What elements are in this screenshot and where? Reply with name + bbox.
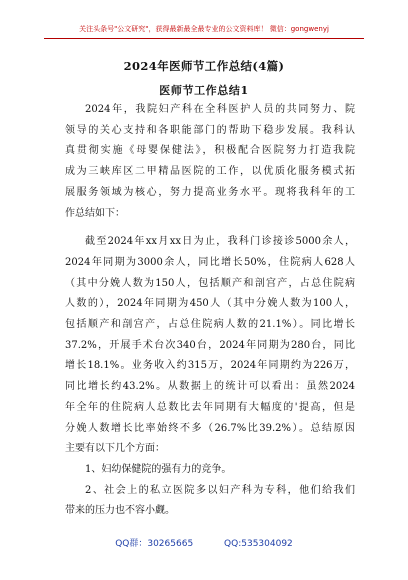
document-body <box>65 100 355 522</box>
text-line: 人数的），2024年同期为450人（其中分娩人数为100人， <box>65 298 355 310</box>
paragraph-intro <box>65 100 355 224</box>
paragraph-reason-1 <box>65 460 355 481</box>
text-line: 展服务领域为核心，努力提高业务水平。现将我科年的工 <box>65 186 355 198</box>
text-line: 年全年的住院病人总数比去年同期有大幅度的'提高，但是 <box>65 401 355 413</box>
text-line: 作总结如下： <box>65 207 125 219</box>
text-line: 分娩人数增长比率始终不多（26.7%比39.2%）。总结原因 <box>65 422 355 434</box>
text-line: 1、妇幼保健院的强有力的竞争。 <box>85 463 232 475</box>
paragraph-statistics <box>65 232 355 460</box>
text-line: 带来的压力也不容小觑。 <box>65 505 175 517</box>
text-line: 截至2024年xx月xx日为止，我科门诊接诊5000余人， <box>85 236 355 248</box>
text-line: 领导的关心支持和各职能部门的帮助下稳步发展。我科认 <box>65 124 355 136</box>
text-line: 2、社会上的私立医院多以妇产科为专科，他们给我们 <box>85 484 355 496</box>
text-line: 成为三峡库区二甲精品医院的工作，以优质化服务模式拓 <box>65 166 355 178</box>
text-line: 同比增长约43.2%。从数据上的统计可以看出：虽然2024 <box>65 381 355 393</box>
footer-qq-group: QQ群：30265665 <box>115 539 194 549</box>
header-divider <box>44 38 364 39</box>
document-subtitle: 医师节工作总结1 <box>159 84 249 97</box>
header-banner: 关注头条号"公文研究"，获得最新最全最专业的公文资料库！ 微信：gongwenyj <box>79 25 329 33</box>
text-line: 真贯彻实施《母婴保健法》，积极配合医院努力打造我院 <box>65 145 355 157</box>
document-title: 2024年医师节工作总结(4篇) <box>123 59 285 73</box>
text-line: （其中分娩人数为150人，包括顺产和剖宫产，占总住院病 <box>65 277 355 289</box>
text-line: 37.2%，开展手术台次340台，2024年同期为280台，同比 <box>65 339 355 351</box>
text-line: 主要有以下几个方面： <box>65 443 165 455</box>
text-line: 包括顺产和剖宫产，占总住院病人数的21.1%）。同比增长 <box>65 319 355 331</box>
paragraph-reason-2 <box>65 481 355 522</box>
footer-contact <box>0 536 408 549</box>
footer-qq-number: QQ:535304092 <box>224 539 293 549</box>
text-line: 2024年，我院妇产科在全科医护人员的共同努力、院 <box>85 104 355 115</box>
text-line: 2024年同期为3000余人，同比增长50%，住院病人628人 <box>65 256 355 268</box>
text-line: 增长18.1%。业务收入约315万，2024年同期约为226万， <box>65 360 355 372</box>
